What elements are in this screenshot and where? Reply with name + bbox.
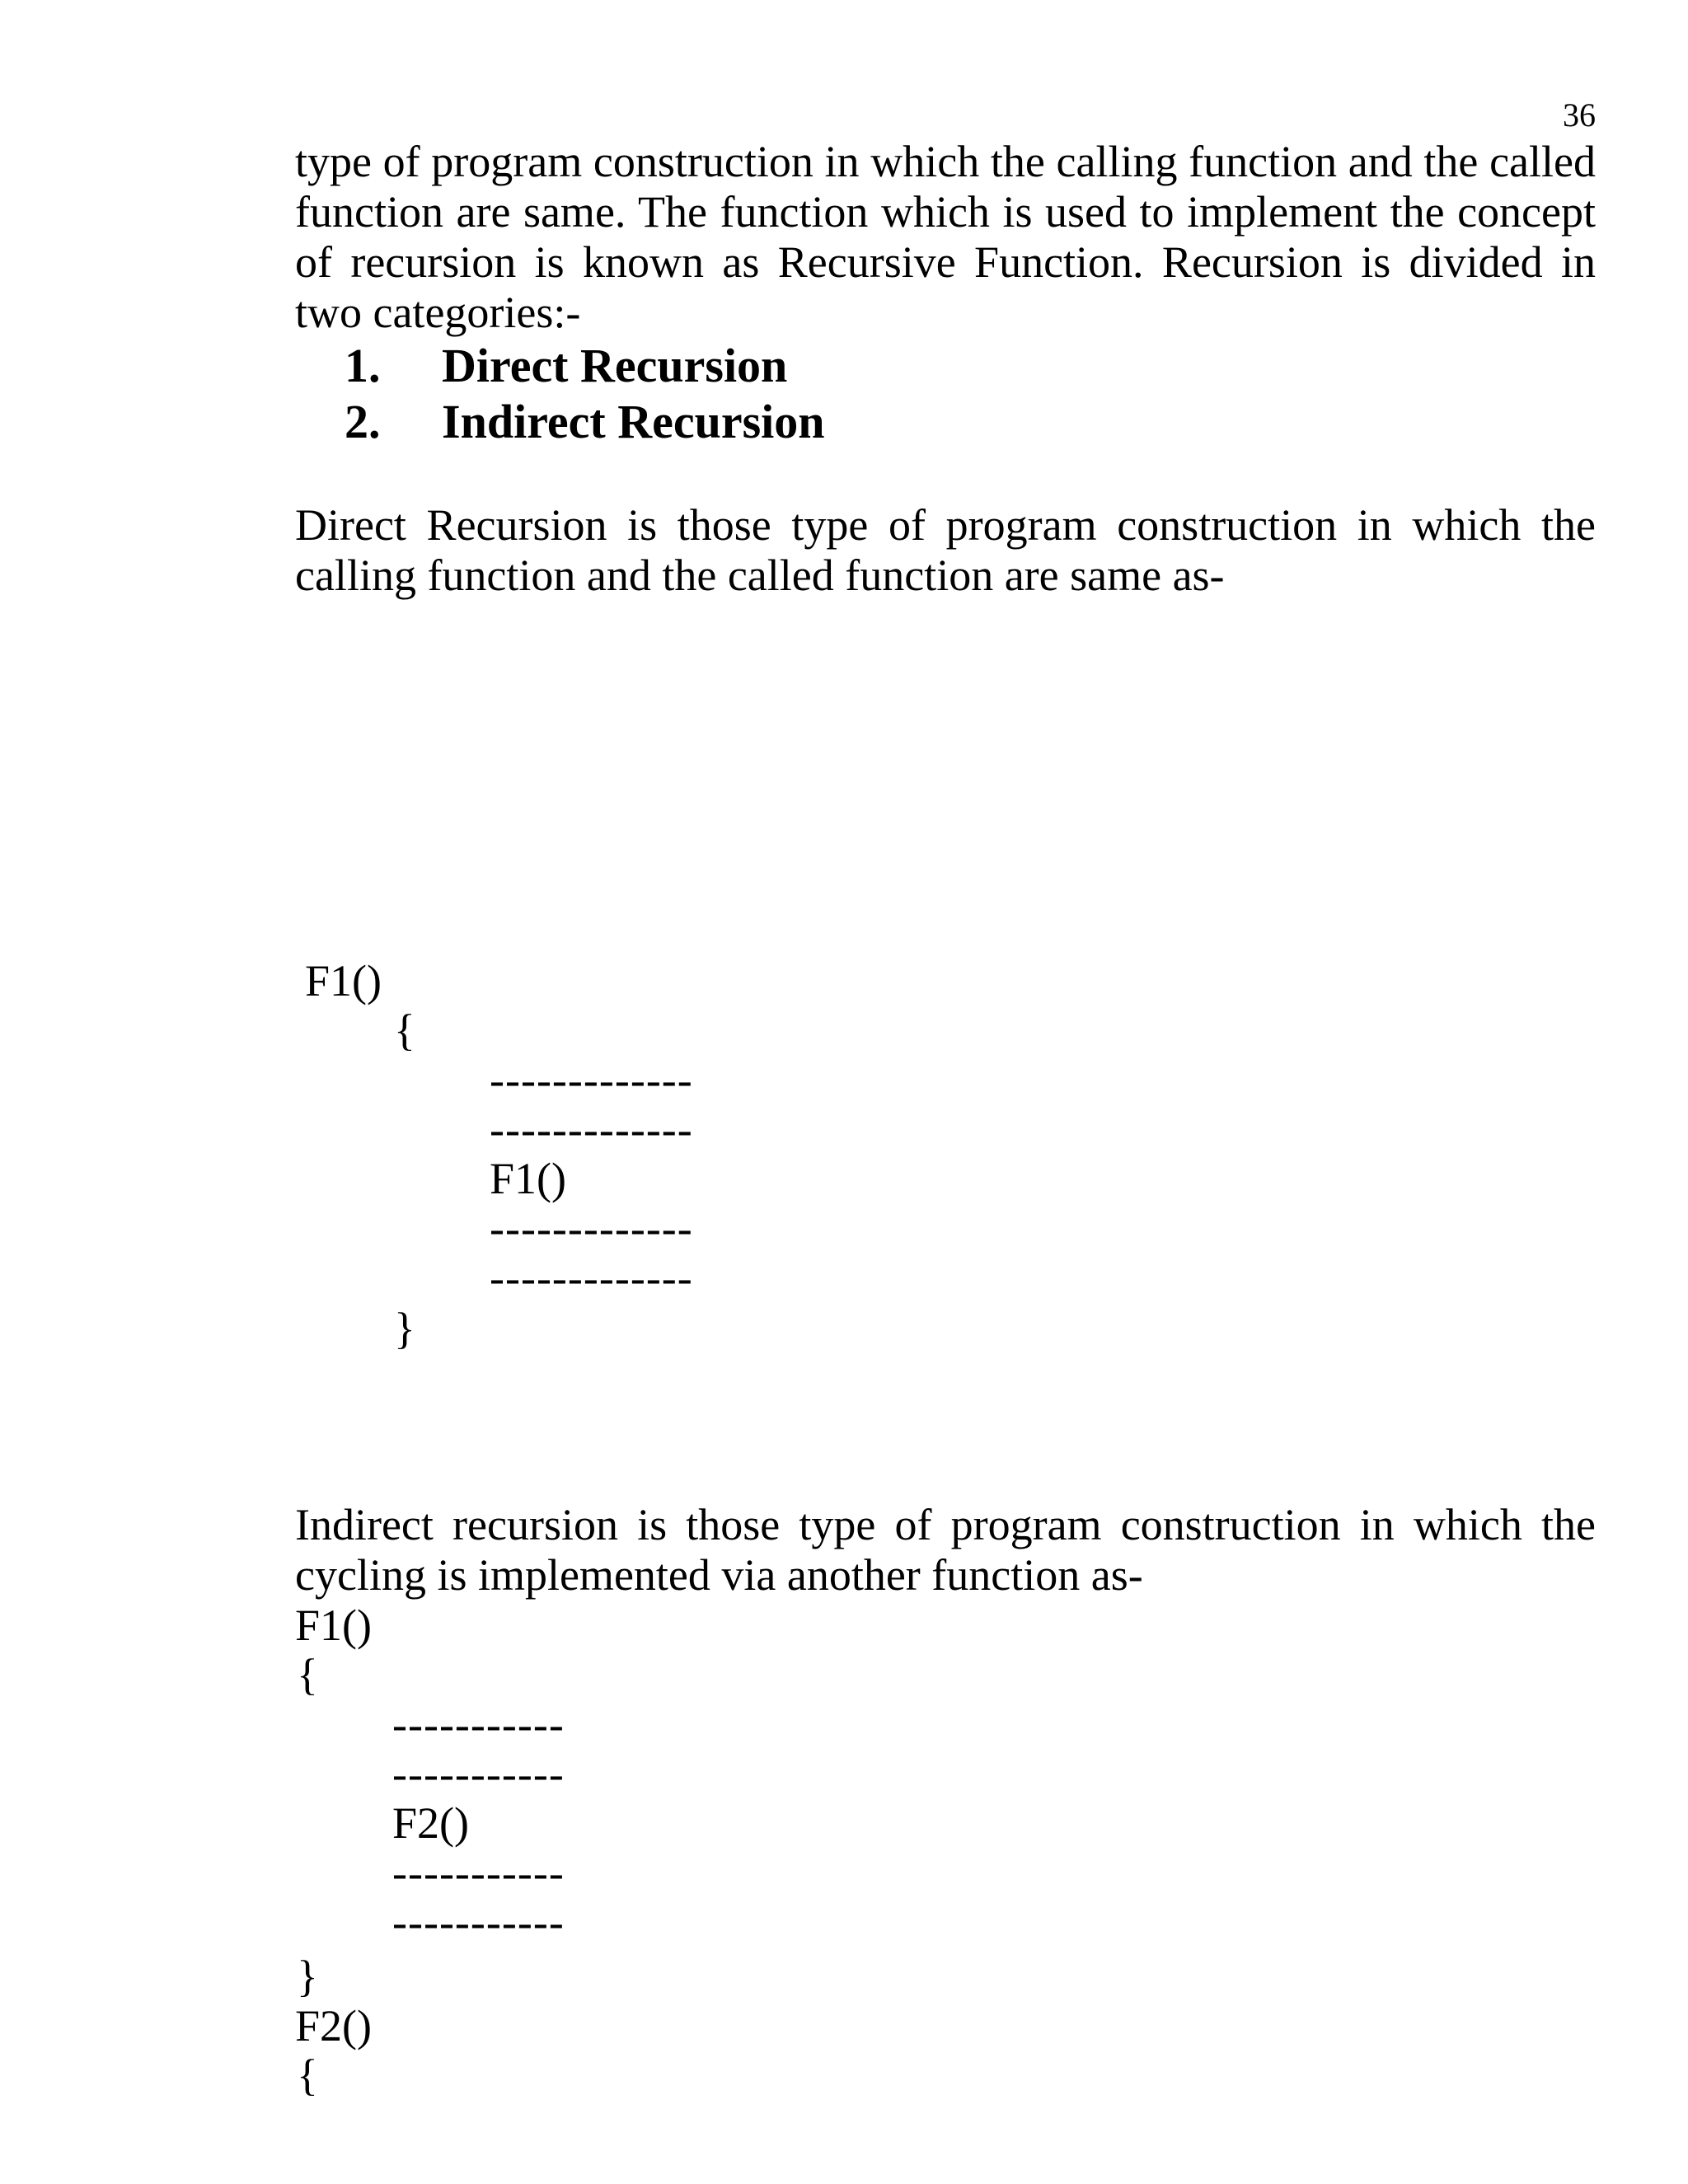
code-placeholder-line: ----------- [392,1897,565,1947]
category-1-label: Direct Recursion [442,339,788,392]
direct-recursion-paragraph: Direct Recursion is those type of program construction in which the calling function and the called function are same as- [295,500,1596,600]
code-close-brace: } [297,1952,318,2001]
code-function-header: F1() [295,1601,372,1650]
code-close-brace: } [394,1304,415,1353]
intro-paragraph: type of program construction in which the calling function and the called function are same. The function which is used to implement the concept of recursion is known as Recursive Function. Recursion is divided in two categories:- [295,137,1596,337]
code-open-brace: { [297,1650,318,1699]
code-open-brace: { [297,2050,318,2100]
code-placeholder-line: ------------- [490,1055,693,1104]
code-placeholder-line: ----------- [392,1699,565,1749]
indirect-recursion-paragraph: Indirect recursion is those type of program construction in which the cycling is implemented via another function as- [295,1500,1596,1600]
code-function-header: F2() [295,2001,372,2050]
category-1-number: 1. [345,339,381,392]
code-recursive-call: F1() [490,1154,566,1203]
code-placeholder-line: ------------- [490,1203,693,1253]
code-placeholder-line: ----------- [392,1848,565,1897]
code-placeholder-line: ------------- [490,1104,693,1154]
category-2-number: 2. [345,395,381,448]
code-placeholder-line: ------------- [490,1253,693,1302]
code-function-header: F1() [305,956,382,1005]
page-number: 36 [1563,96,1596,134]
code-indirect-call: F2() [392,1798,469,1848]
code-open-brace: { [394,1005,415,1055]
category-2-label: Indirect Recursion [442,395,825,448]
code-placeholder-line: ----------- [392,1749,565,1798]
